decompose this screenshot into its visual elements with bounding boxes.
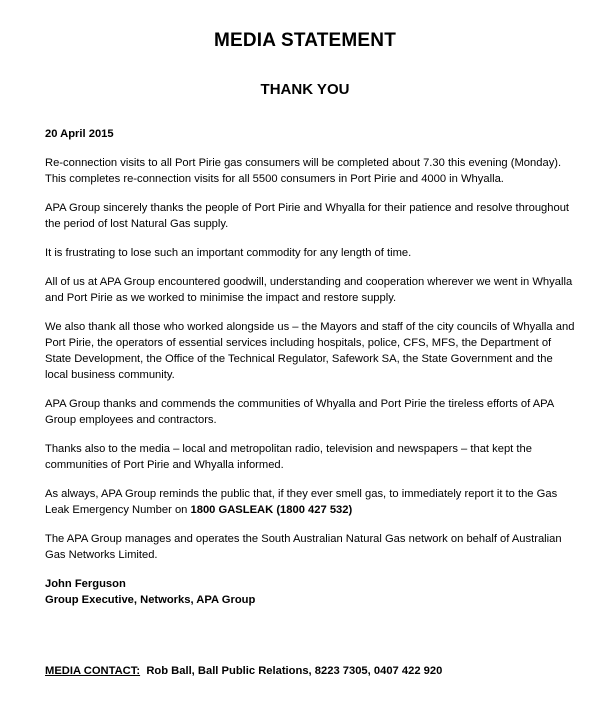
signature-name: John Ferguson (45, 578, 126, 590)
media-contact (45, 663, 585, 679)
paragraph-thanks-partners: We also thank all those who worked alongside us – the Mayors and staff of the city councils of Whyalla and Port Pirie, the operators of essential services including hospitals, police, CFS, MFS, the Department of State Development, the Office of the Technical Regulator, Safework SA, the State Government and the local business community. (45, 321, 575, 381)
media-contact-label: MEDIA CONTACT: (45, 665, 141, 677)
paragraph-goodwill: All of us at APA Group encountered goodwill, understanding and cooperation wherever we went in Whyalla and Port Pirie as we worked to minimise the impact and restore supply. (45, 276, 573, 304)
signature-role: Group Executive, Networks, APA Group (45, 594, 256, 606)
paragraph-media-thanks: Thanks also to the media – local and metropolitan radio, television and newspapers – that kept the communities of Port Pirie and Whyalla informed. (45, 443, 532, 471)
media-contact-details: Rob Ball, Ball Public Relations, 8223 7305, 0407 422 920 (146, 665, 443, 677)
paragraph-closing: The APA Group manages and operates the South Australian Natural Gas network on behalf of Australian Gas Networks Limited. (45, 533, 562, 561)
page-subtitle: THANK YOU (260, 81, 350, 98)
paragraph-commends: APA Group thanks and commends the communities of Whyalla and Port Pirie the tireless efforts of APA Group employees and contractors. (45, 398, 554, 426)
paragraph-frustrating: It is frustrating to lose such an important commodity for any length of time. (45, 247, 412, 259)
emergency-number: 1800 GASLEAK (1800 427 532) (190, 504, 353, 516)
page-title: MEDIA STATEMENT (213, 30, 397, 51)
paragraph-reconnection: Re-connection visits to all Port Pirie gas consumers will be completed about 7.30 this evening (Monday). This completes re-connection visits for all 5500 consumers in Port Pirie and 4000 in Whyalla. (45, 157, 562, 185)
statement-date: 20 April 2015 (45, 128, 114, 140)
paragraph-thanks-people: APA Group sincerely thanks the people of Port Pirie and Whyalla for their patience and resolve throughout the period of lost Natural Gas supply. (45, 202, 570, 230)
paragraph-emergency (45, 486, 575, 518)
emergency-text: As always, APA Group reminds the public that, if they ever smell gas, to immediately report it to the Gas Leak Emergency Number on (45, 488, 558, 516)
statement-body (45, 126, 575, 608)
